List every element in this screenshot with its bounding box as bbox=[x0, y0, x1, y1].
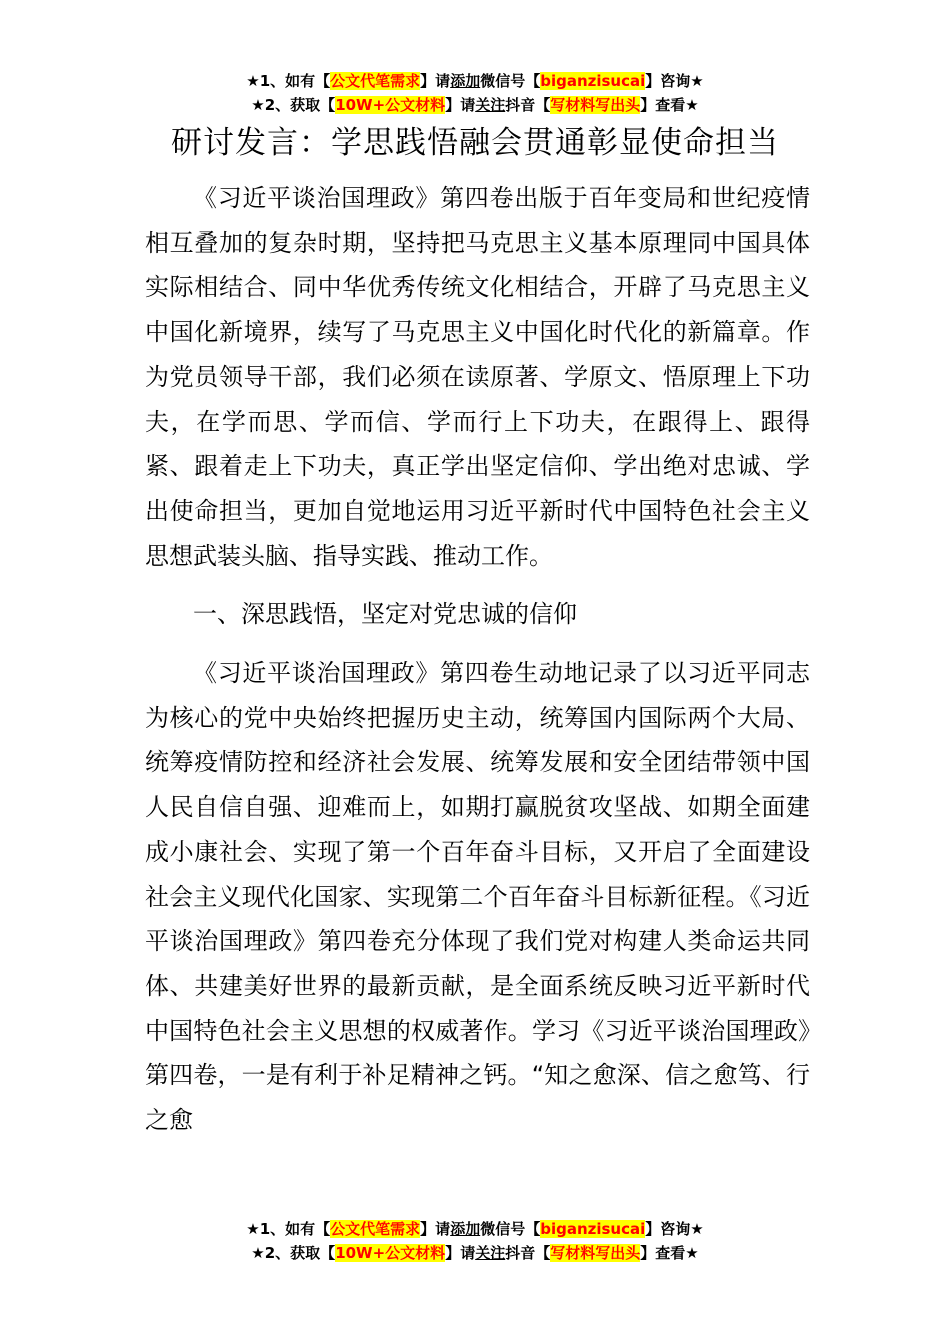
banner-text: 抖音【 bbox=[505, 1244, 551, 1262]
banner-text: 微信号【 bbox=[480, 1220, 541, 1238]
banner-highlight: 写材料写出头 bbox=[550, 1244, 641, 1262]
header-banner bbox=[0, 69, 950, 117]
banner-underline: 添加 bbox=[450, 1220, 481, 1238]
paragraph-intro: 《习近平谈治国理政》第四卷出版于百年变局和世纪疫情相互叠加的复杂时期，坚持把马克思主义基本原理同中国具体实际相结合、同中华优秀传统文化相结合，开辟了马克思主义中国化新境界，续写了马克思主义中国化时代化的新篇章。作为党员领导干部，我们必须在读原著、学原文、悟原理上下功夫，在学而思、学而信、学而行上下功夫，在跟得上、跟得紧、跟着走上下功夫，真正学出坚定信仰、学出绝对忠诚、学出使命担当，更加自觉地运用习近平新时代中国特色社会主义思想武装头脑、指导实践、推动工作。 bbox=[145, 184, 810, 570]
paragraph-section-1: 《习近平谈治国理政》第四卷生动地记录了以习近平同志为核心的党中央始终把握历史主动，统筹国内国际两个大局、统筹疫情防控和经济社会发展、统筹发展和安全团结带领中国人民自信自强、迎难而上，如期打赢脱贫攻坚战、如期全面建成小康社会、实现了第一个百年奋斗目标，又开启了全面建设社会主义现代化国家、实现第二个百年奋斗目标新征程。《习近平谈治国理政》第四卷充分体现了我们党对构建人类命运共同体、共建美好世界的最新贡献，是全面系统反映习近平新时代中国特色社会主义思想的权威著作。学习《习近平谈治国理政》第四卷，一是有利于补足精神之钙。“知之愈深、信之愈笃、行之愈 bbox=[145, 659, 810, 1135]
banner-highlight: 公文代笔需求 bbox=[330, 72, 421, 90]
paragraph-spacer bbox=[145, 578, 810, 592]
banner-line-1 bbox=[0, 1217, 950, 1241]
banner-highlight: biganzisucai bbox=[540, 1220, 646, 1238]
banner-highlight: 10W+公文材料 bbox=[335, 96, 446, 114]
banner-text: ★2、获取【 bbox=[251, 96, 336, 114]
banner-text: 】咨询★ bbox=[645, 72, 704, 90]
banner-line-1 bbox=[0, 69, 950, 93]
banner-underline: 添加 bbox=[450, 72, 481, 90]
banner-text: 】请 bbox=[420, 72, 451, 90]
paragraph-spacer bbox=[145, 637, 810, 651]
banner-text: ★2、获取【 bbox=[251, 1244, 336, 1262]
banner-text: 】咨询★ bbox=[645, 1220, 704, 1238]
banner-text: ★1、如有【 bbox=[246, 72, 331, 90]
banner-text: 】请 bbox=[445, 96, 476, 114]
banner-line-2 bbox=[0, 1241, 950, 1265]
banner-highlight: biganzisucai bbox=[540, 72, 646, 90]
banner-underline: 关注 bbox=[475, 96, 506, 114]
banner-underline: 关注 bbox=[475, 1244, 506, 1262]
banner-text: 抖音【 bbox=[505, 96, 551, 114]
banner-text: 微信号【 bbox=[480, 72, 541, 90]
document-body bbox=[145, 176, 810, 1143]
document-title: 研讨发言：学思践悟融会贯通彰显使命担当 bbox=[171, 125, 779, 161]
banner-line-2 bbox=[0, 93, 950, 117]
banner-highlight: 10W+公文材料 bbox=[335, 1244, 446, 1262]
banner-text: 】查看★ bbox=[640, 1244, 699, 1262]
banner-text: 】请 bbox=[420, 1220, 451, 1238]
banner-text: 】查看★ bbox=[640, 96, 699, 114]
banner-highlight: 写材料写出头 bbox=[550, 96, 641, 114]
banner-text: ★1、如有【 bbox=[246, 1220, 331, 1238]
section-heading: 一、深思践悟，坚定对党忠诚的信仰 bbox=[193, 600, 577, 629]
footer-banner bbox=[0, 1217, 950, 1265]
banner-text: 】请 bbox=[445, 1244, 476, 1262]
banner-highlight: 公文代笔需求 bbox=[330, 1220, 421, 1238]
